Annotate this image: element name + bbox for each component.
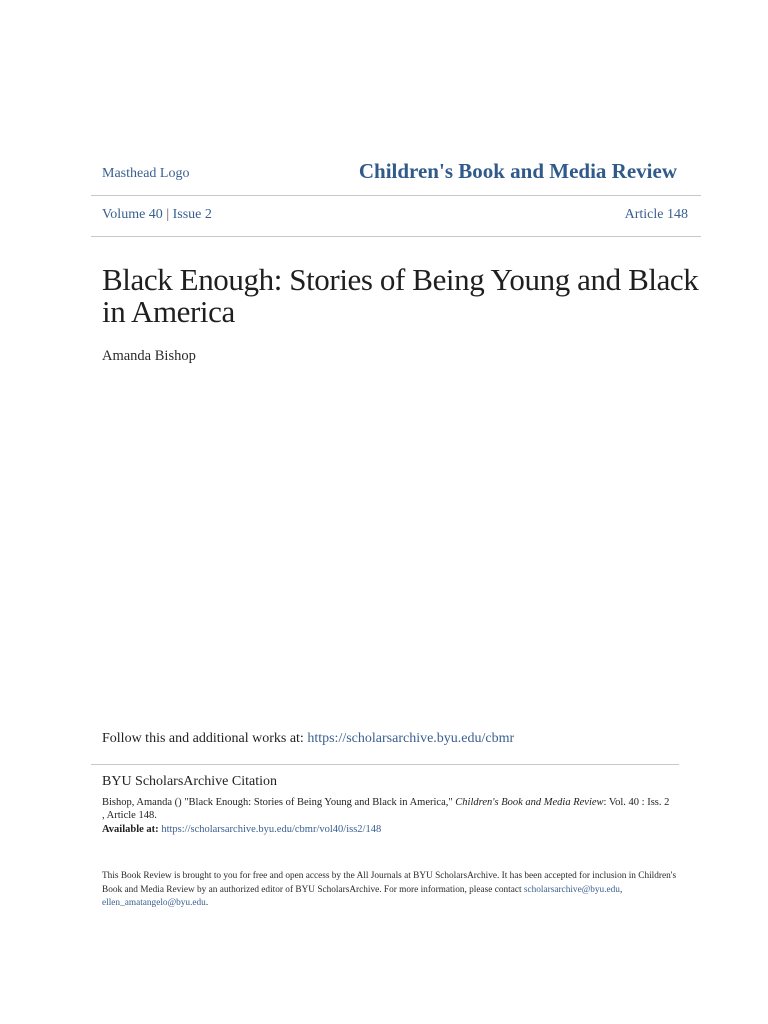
citation-text-before: Bishop, Amanda () "Black Enough: Stories of Being Young and Black in America," [102,797,456,808]
contact-email-link-2[interactable]: ellen_amatangelo@byu.edu [102,898,206,908]
follow-label: Follow this and additional works at: [102,731,308,746]
citation-heading: BYU ScholarsArchive Citation [102,774,277,789]
follow-row [102,731,514,747]
notice-text: This Book Review is brought to you for free and open access by the All Journals at BYU ScholarsArchive. It has been accepted for inclusion in Children's Book and Media Review by an authorized editor of BYU ScholarsArchive. For more information, please contact [102,871,677,895]
follow-url-link[interactable]: https://scholarsarchive.byu.edu/cbmr [307,731,515,746]
citation-text-after: : Vol. 40 : Iss. 2 , Article 148. [102,797,670,821]
journal-title-link[interactable]: Children's Book and Media Review [358,159,677,183]
issue-link[interactable]: Issue 2 [172,207,212,222]
masthead-logo-link[interactable]: Masthead Logo [102,166,190,181]
access-notice [102,870,682,911]
issue-divider [91,236,701,237]
available-at-row [102,823,381,836]
author-name: Amanda Bishop [102,348,196,364]
header-divider [91,195,701,196]
volume-issue-separator: | [162,207,173,222]
citation-text [102,796,672,822]
available-at-link[interactable]: https://scholarsarchive.byu.edu/cbmr/vol40/iss2/148 [161,824,382,835]
contact-email-link-1[interactable]: scholarsarchive@byu.edu [523,884,620,895]
volume-link[interactable]: Volume 40 [102,207,163,222]
citation-journal-name: Children's Book and Media Review [455,797,604,808]
notice-end: . [205,898,209,908]
article-number-link[interactable]: Article 148 [624,207,688,222]
volume-issue-row [102,207,212,223]
document-title: Black Enough: Stories of Being Young and Black in America [102,262,699,329]
notice-comma: , [619,884,623,895]
available-at-label: Available at: [102,824,162,835]
citation-divider [91,764,679,765]
